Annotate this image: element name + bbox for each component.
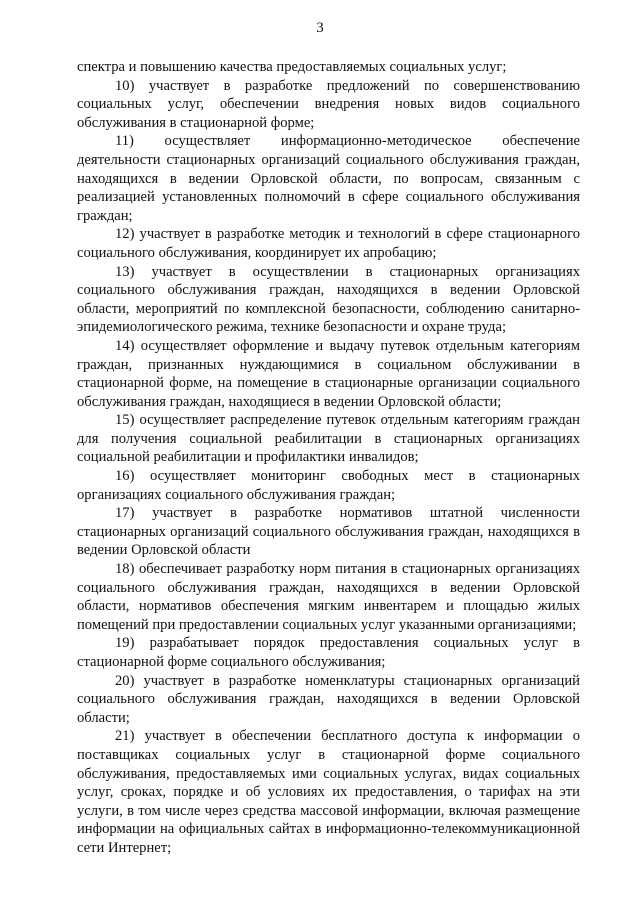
- paragraph-item-14: 14) осуществляет оформление и выдачу путевок отдельным категориям граждан, признанных нуждающимися в социальном обслуживании в стационарной форме, на помещение в стационарные организации социального обслуживания граждан, находящиеся в ведении Орловской области;: [77, 337, 580, 410]
- paragraph-item-20: 20) участвует в разработке номенклатуры стационарных организаций социального обслуживания граждан, находящихся в ведении Орловской области;: [77, 672, 580, 726]
- paragraph-continuation: спектра и повышению качества предоставляемых социальных услуг;: [77, 59, 507, 75]
- paragraph-item-12: 12) участвует в разработке методик и технологий в сфере стационарного социального обслуживания, координирует их апробацию;: [77, 226, 580, 261]
- paragraph-item-10: 10) участвует в разработке предложений по совершенствованию социальных услуг, обеспечении внедрения новых видов социального обслуживания в стационарной форме;: [77, 77, 580, 131]
- paragraph-item-21: 21) участвует в обеспечении бесплатного доступа к информации о поставщиках социальных услуг в стационарной форме социального обслуживания, предоставляемых ими социальных услугах, видах социальных услуг, сроках, порядке и об условиях их предоставления, о тарифах на эти услуги, в том числе через средства массовой информации, включая размещение информации на официальных сайтах в информационно-телекоммуникационной сети Интернет;: [77, 728, 580, 856]
- paragraph-item-11: 11) осуществляет информационно-методическое обеспечение деятельности стационарных организаций социального обслуживания граждан, находящихся в ведении Орловской области, по вопросам, связанным с реализацией установленных полномочий в сфере социального обслуживания граждан;: [77, 133, 580, 224]
- document-body: [77, 58, 580, 858]
- paragraph-item-17: 17) участвует в разработке нормативов штатной численности стационарных организаций социального обслуживания граждан, находящихся в ведении Орловской области: [77, 505, 580, 559]
- paragraph-item-13: 13) участвует в осуществлении в стационарных организациях социального обслуживания граждан, находящихся в ведении Орловской области, мероприятий по комплексной безопасности, соблюдению санитарно-эпидемиологического режима, технике безопасности и охране труда;: [77, 263, 580, 336]
- paragraph-item-19: 19) разрабатывает порядок предоставления социальных услуг в стационарной форме социального обслуживания;: [77, 635, 580, 670]
- paragraph-item-15: 15) осуществляет распределение путевок отдельным категориям граждан для получения социальной реабилитации в стационарных организациях социальной реабилитации и профилактики инвалидов;: [77, 412, 580, 466]
- paragraph-item-16: 16) осуществляет мониторинг свободных мест в стационарных организациях социального обслуживания граждан;: [77, 468, 580, 503]
- page-number: 3: [316, 20, 324, 36]
- paragraph-item-18: 18) обеспечивает разработку норм питания в стационарных организациях социального обслуживания граждан, находящихся в ведении Орловской области, нормативов обеспечения мягким инвентарем и площадью жилых помещений при предоставлении социальных услуг указанными организациями;: [77, 561, 580, 633]
